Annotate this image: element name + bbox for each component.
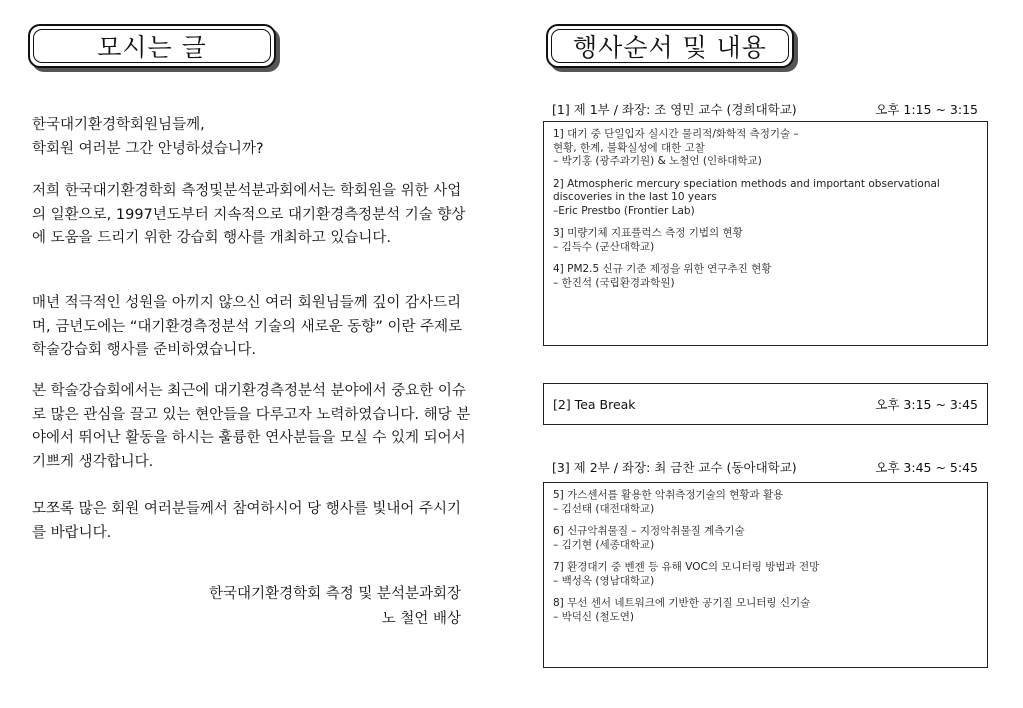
invitation-title-box xyxy=(28,24,276,68)
letter-closing: 모쪼록 많은 회원 여러분들께서 참여하시어 당 행사를 빛내어 주시기를 바랍니다. xyxy=(32,501,462,541)
invitation-title: 모시는 글 xyxy=(97,33,207,62)
session-1-header xyxy=(552,100,978,118)
tea-break-box xyxy=(543,383,988,425)
program-title: 행사순서 및 내용 xyxy=(573,33,767,62)
signature-name: 노 철언 배상 xyxy=(381,611,461,627)
session-3-header xyxy=(552,458,978,476)
tea-break-label: [2] Tea Break xyxy=(553,396,636,412)
signature-org: 한국대기환경학회 측정 및 분석분과회장 xyxy=(209,586,461,602)
letter-paragraph: 저희 한국대기환경학회 측정및분석분과회에서는 학회원을 위한 사업의 일환으로, 1997년도부터 지속적으로 대기환경측정분석 기술 향상에 도움을 드리기 위한 강습회 행사를 개최하고 있습니다. xyxy=(32,183,466,246)
letter-paragraph: 본 학술강습회에서는 최근에 대기환경측정분석 분야에서 중요한 이슈로 많은 관심을 끌고 있는 현안들을 다루고자 노력하였습니다. 해당 분야에서 뛰어난 활동을 하시는 훌륭한 연사분들을 모실 수 있게 되어서 기쁘게 생각합니다. xyxy=(32,383,471,470)
program-item: 3] 미량기체 지표플럭스 측정 기법의 현황 – 김득수 (군산대학교) xyxy=(553,227,743,253)
program-item: 4] PM2.5 신규 기준 제정을 위한 연구추진 현황 – 한진석 (국립환경과학원) xyxy=(553,263,772,289)
session-1-box xyxy=(543,121,988,346)
letter-paragraph: 매년 적극적인 성원을 아끼지 않으신 여러 회원님들께 깊이 감사드리며, 금년도에는 “대기환경측정분석 기술의 새로운 동향” 이란 주제로 학술강습회 행사를 준비하였습니다. xyxy=(32,295,463,358)
session-1-time: 오후 1:15 ~ 3:15 xyxy=(875,102,978,117)
program-item: 5] 가스센서를 활용한 악취측정기술의 현황과 활용 – 김선태 (대전대학교) xyxy=(553,489,784,515)
session-1-label: [1] 제 1부 / 좌장: 조 영민 교수 (경희대학교) xyxy=(552,102,797,117)
program-title-box xyxy=(546,24,794,68)
program-item: 7] 환경대기 중 벤젠 등 유해 VOC의 모니터링 방법과 전망 – 백성옥 (영남대학교) xyxy=(553,561,820,587)
program-item: 6] 신규악취물질 – 지정악취물질 계측기술 – 김기현 (세종대학교) xyxy=(553,525,745,551)
program-item: 8] 무선 센서 네트워크에 기반한 공기질 모니터링 신기술 – 박덕신 (철도연) xyxy=(553,597,811,623)
session-3-label: [3] 제 2부 / 좌장: 최 금찬 교수 (동아대학교) xyxy=(552,460,797,475)
program-item: 2] Atmospheric mercury speciation methods and important observational discoveries in the last 10 years –Eric Prestbo (Frontier Lab) xyxy=(553,177,940,217)
session-3-box xyxy=(543,482,988,668)
session-3-time: 오후 3:45 ~ 5:45 xyxy=(875,460,978,475)
letter-greeting: 한국대기환경학회원님들께, 학회원 여러분 그간 안녕하셨습니까? xyxy=(32,117,264,157)
program-item: 1] 대기 중 단일입자 실시간 물리적/화학적 측정기술 – 현황, 한계, 불확실성에 대한 고찰 – 박기홍 (광주과기원) & 노철언 (인하대학교) xyxy=(553,128,799,167)
tea-break-time: 오후 3:15 ~ 3:45 xyxy=(875,397,978,412)
